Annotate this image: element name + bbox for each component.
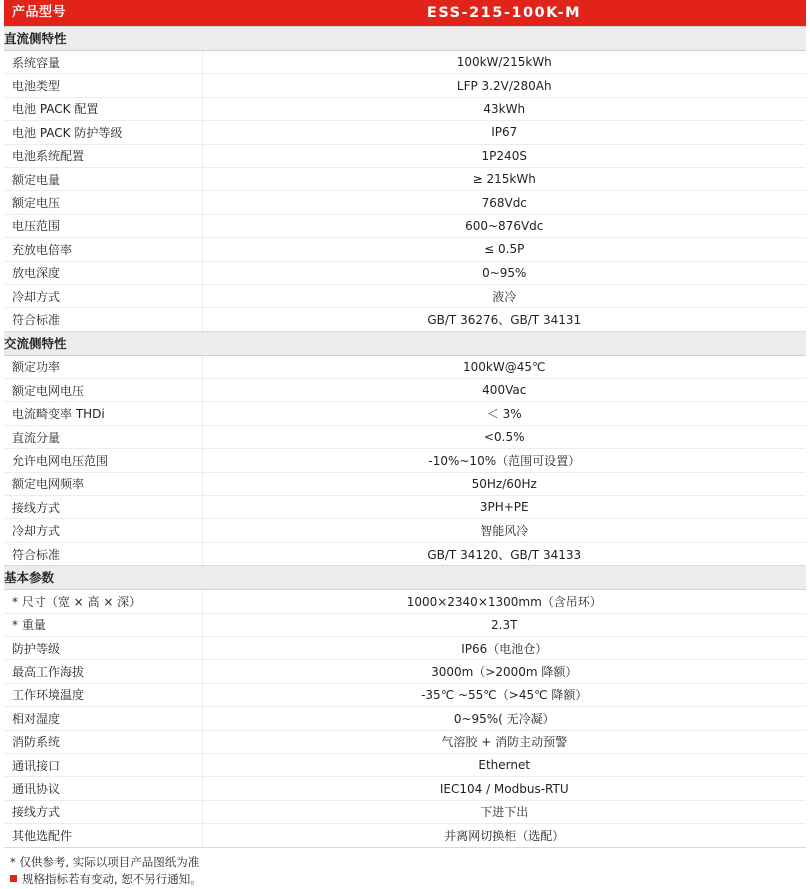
- row-label: 电压范围: [4, 214, 202, 237]
- row-value: ≥ 215kWh: [202, 167, 806, 190]
- row-label: 额定电量: [4, 167, 202, 190]
- row-label: * 尺寸（宽 × 高 × 深）: [4, 590, 202, 613]
- table-row: [4, 51, 806, 74]
- table-row: [4, 636, 806, 659]
- row-label: 额定电网频率: [4, 472, 202, 495]
- row-label: 允许电网电压范围: [4, 449, 202, 472]
- footnote-notice: 规格指标若有变动, 恕不另行通知。: [22, 872, 202, 886]
- row-label: 充放电倍率: [4, 238, 202, 261]
- footnote-notice-line: [10, 871, 806, 889]
- row-value: 0~95%: [202, 261, 806, 284]
- row-label: 直流分量: [4, 425, 202, 448]
- row-label: 额定电压: [4, 191, 202, 214]
- section-header-ac: [4, 331, 806, 355]
- row-label: 相对湿度: [4, 707, 202, 730]
- row-label: 电池 PACK 防护等级: [4, 121, 202, 144]
- row-value: 400Vac: [202, 379, 806, 402]
- row-label: * 重量: [4, 613, 202, 636]
- row-label: 其他选配件: [4, 824, 202, 847]
- row-value: IP67: [202, 121, 806, 144]
- row-value: GB/T 34120、GB/T 34133: [202, 542, 806, 565]
- row-value: 1P240S: [202, 144, 806, 167]
- row-value: -10%~10%（范围可设置）: [202, 449, 806, 472]
- row-value: 下进下出: [202, 800, 806, 823]
- row-label: 工作环境温度: [4, 683, 202, 706]
- table-row: [4, 425, 806, 448]
- table-row: [4, 261, 806, 284]
- row-label: 消防系统: [4, 730, 202, 753]
- row-value: Ethernet: [202, 753, 806, 776]
- table-row: [4, 613, 806, 636]
- row-label: 最高工作海拔: [4, 660, 202, 683]
- row-label: 额定电网电压: [4, 379, 202, 402]
- section-header-basic: [4, 566, 806, 590]
- row-label: 接线方式: [4, 496, 202, 519]
- header-model-value: ESS-215-100K-M: [202, 0, 806, 27]
- red-square-icon: [10, 875, 17, 882]
- row-label: 电池系统配置: [4, 144, 202, 167]
- row-value: IEC104 / Modbus-RTU: [202, 777, 806, 800]
- row-value: <0.5%: [202, 425, 806, 448]
- section-title-dc: 直流侧特性: [4, 27, 806, 51]
- table-row: [4, 191, 806, 214]
- table-row: [4, 97, 806, 120]
- table-header-row: [4, 0, 806, 27]
- row-label: 符合标准: [4, 308, 202, 331]
- table-row: [4, 472, 806, 495]
- row-value: 2.3T: [202, 613, 806, 636]
- section-title-basic: 基本参数: [4, 566, 806, 590]
- table-row: [4, 74, 806, 97]
- row-value: GB/T 36276、GB/T 34131: [202, 308, 806, 331]
- row-value: 气溶胶 + 消防主动预警: [202, 730, 806, 753]
- row-label: 电池 PACK 配置: [4, 97, 202, 120]
- row-value: 100kW/215kWh: [202, 51, 806, 74]
- table-row: [4, 379, 806, 402]
- row-value: IP66（电池仓）: [202, 636, 806, 659]
- table-row: [4, 167, 806, 190]
- header-left-label: 产品型号: [4, 0, 202, 27]
- row-value: 3PH+PE: [202, 496, 806, 519]
- table-row: [4, 590, 806, 613]
- row-label: 放电深度: [4, 261, 202, 284]
- row-value: -35℃ ~55℃（>45℃ 降额）: [202, 683, 806, 706]
- table-body: [4, 0, 806, 847]
- row-label: 冷却方式: [4, 284, 202, 307]
- row-value: ＜ 3%: [202, 402, 806, 425]
- row-value: 3000m（>2000m 降额）: [202, 660, 806, 683]
- footnote-reference: * 仅供参考, 实际以项目产品图纸为准: [10, 854, 806, 872]
- row-value: 768Vdc: [202, 191, 806, 214]
- row-label: 接线方式: [4, 800, 202, 823]
- row-label: 通讯协议: [4, 777, 202, 800]
- table-row: [4, 144, 806, 167]
- table-row: [4, 753, 806, 776]
- row-value: 50Hz/60Hz: [202, 472, 806, 495]
- row-label: 符合标准: [4, 542, 202, 565]
- table-row: [4, 449, 806, 472]
- table-row: [4, 496, 806, 519]
- row-value: LFP 3.2V/280Ah: [202, 74, 806, 97]
- table-row: [4, 355, 806, 378]
- table-row: [4, 683, 806, 706]
- footnotes: [10, 854, 806, 889]
- table-row: [4, 121, 806, 144]
- row-label: 系统容量: [4, 51, 202, 74]
- table-row: [4, 660, 806, 683]
- row-label: 冷却方式: [4, 519, 202, 542]
- row-value: 100kW@45℃: [202, 355, 806, 378]
- row-label: 额定功率: [4, 355, 202, 378]
- section-header-dc: [4, 27, 806, 51]
- row-label: 通讯接口: [4, 753, 202, 776]
- table-row: [4, 214, 806, 237]
- table-row: [4, 542, 806, 565]
- row-value: 0~95%( 无冷凝）: [202, 707, 806, 730]
- specifications-table: [4, 0, 806, 848]
- table-row: [4, 730, 806, 753]
- table-row: [4, 308, 806, 331]
- row-value: ≤ 0.5P: [202, 238, 806, 261]
- table-row: [4, 824, 806, 847]
- table-row: [4, 238, 806, 261]
- row-value: 液冷: [202, 284, 806, 307]
- table-row: [4, 284, 806, 307]
- row-label: 电流畸变率 THDi: [4, 402, 202, 425]
- table-row: [4, 707, 806, 730]
- table-row: [4, 800, 806, 823]
- table-row: [4, 519, 806, 542]
- row-label: 防护等级: [4, 636, 202, 659]
- table-row: [4, 402, 806, 425]
- row-value: 智能风冷: [202, 519, 806, 542]
- row-value: 600~876Vdc: [202, 214, 806, 237]
- table-row: [4, 777, 806, 800]
- section-title-ac: 交流侧特性: [4, 331, 806, 355]
- row-value: 并离网切换柜（选配）: [202, 824, 806, 847]
- row-label: 电池类型: [4, 74, 202, 97]
- row-value: 1000×2340×1300mm（含吊环）: [202, 590, 806, 613]
- row-value: 43kWh: [202, 97, 806, 120]
